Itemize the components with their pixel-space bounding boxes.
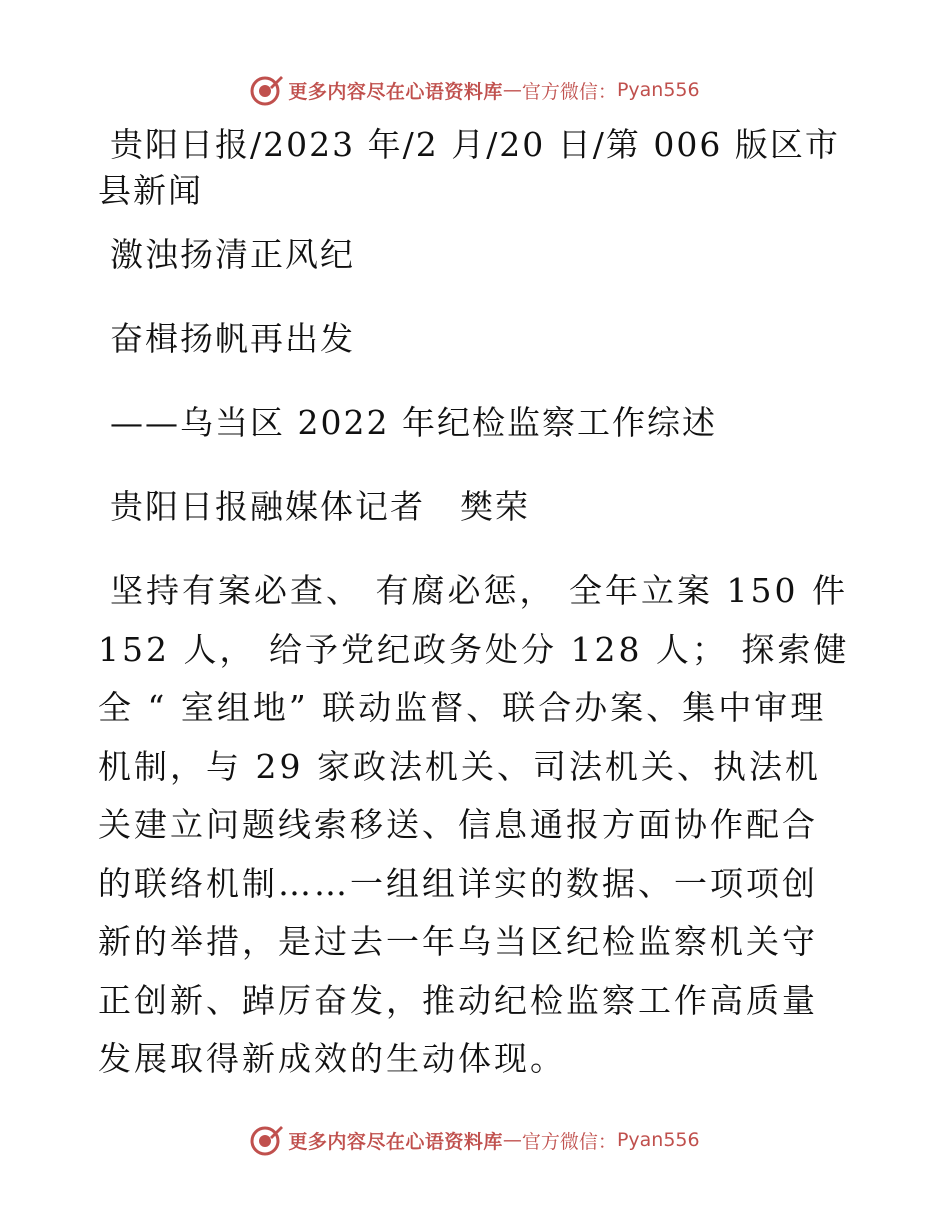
title-line-2: 奋楫扬帆再出发	[110, 319, 355, 358]
watermark-separator: —	[502, 1129, 522, 1151]
watermark-wechat-id: Pyan556	[616, 79, 700, 101]
watermark-header	[0, 70, 950, 110]
watermark-footer	[0, 1120, 950, 1160]
watermark-main-text: 更多内容尽在心语资料库	[288, 80, 503, 103]
pen-logo-icon	[250, 1123, 284, 1157]
source-line: 贵阳日报/2023 年/2 月/20 日/第 006 版区市县新闻	[98, 125, 840, 210]
watermark-wechat-id: Pyan556	[616, 1129, 700, 1151]
watermark-main-text: 更多内容尽在心语资料库	[288, 1130, 503, 1153]
watermark-side-text: 官方微信：	[521, 80, 617, 103]
title-line-1: 激浊扬清正风纪	[110, 235, 355, 274]
pen-logo-icon	[250, 73, 284, 107]
byline: 贵阳日报融媒体记者 樊荣	[110, 487, 530, 526]
watermark-side-text: 官方微信：	[521, 1130, 617, 1153]
watermark-separator: —	[502, 79, 522, 101]
article-content	[98, 122, 850, 1089]
body-paragraph: 坚持有案必查、 有腐必惩， 全年立案 150 件 152 人， 给予党纪政务处分 128 人； 探索健全 “ 室组地” 联动监督、联合办案、集中审理机制，与 29 家政法机关、司法机关、执法机关建立问题线索移送、信息通报方面协作配合的联络机制……一组组详实的数据、一项项创新的举措，是过去一年乌当区纪检监察机关守正创新、踔厉奋发，推动纪检监察工作高质量发展取得新成效的生动体现。	[98, 571, 850, 1078]
subtitle: ——乌当区 2022 年纪检监察工作综述	[110, 403, 717, 442]
